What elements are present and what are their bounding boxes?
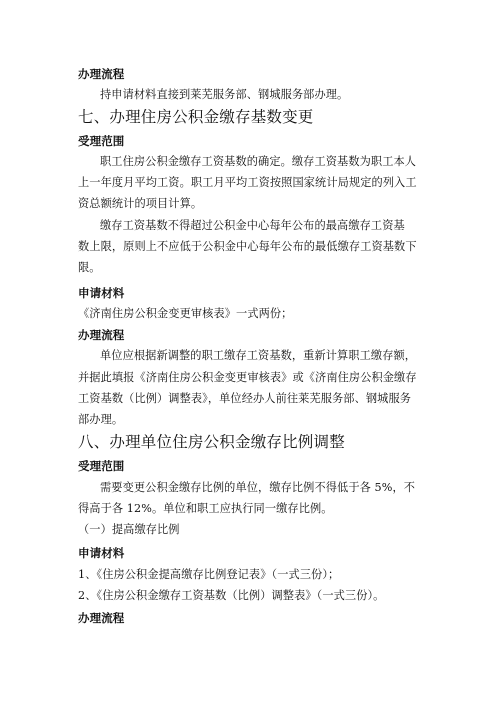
paragraph-line: 缴存工资基数不得超过公积金中心每年公布的最高缴存工资基 [100,219,405,232]
paragraph-line: 职工住房公积金缴存工资基数的确定。缴存工资基数为职工本人 [100,155,417,168]
section-label-process: 办理流程 [78,67,125,81]
paragraph-line: 资总额统计的项目计算。 [78,197,203,210]
section-label-scope: 受理范围 [78,134,125,148]
paragraph-line: 工资基数（比例）调整表》，单位经办人前往莱芜服务部、钢城服务 [78,392,412,405]
list-item: 1、《住房公积金提高缴存比例登记表》（一式三份）； [78,568,340,581]
section-label-materials: 申请材料 [78,286,125,300]
section-label-process: 办理流程 [78,328,125,342]
paragraph-line: 上一年度月平均工资。职工月平均工资按照国家统计局规定的列入工 [78,176,417,189]
section-heading-7: 七、办理住房公积金缴存基数变更 [78,108,314,126]
paragraph-line: 《济南住房公积金变更审核表》一式两份； [78,307,293,320]
paragraph-line: 单位应根据新调整的职工缴存工资基数，重新计算职工缴存额， [100,349,417,362]
list-item: 2、《住房公积金缴存工资基数（比例）调整表》（一式三份）。 [78,589,385,602]
paragraph-line: 持申请材料直接到莱芜服务部、钢城服务部办理。 [100,88,349,101]
section-label-process: 办理流程 [78,611,125,625]
section-heading-8: 八、办理单位住房公积金缴存比例调整 [78,433,345,451]
paragraph-line: 限。 [78,261,101,274]
paragraph-line: 需要变更公积金缴存比例的单位，缴存比例不得低于各 5%，不 [100,481,416,494]
paragraph-line: 部办理。 [78,413,124,426]
paragraph-line: 得高于各 12%。单位和职工应执行同一缴存比例。 [78,502,333,515]
paragraph-line: 数上限，原则上不应低于公积金中心每年公布的最低缴存工资基数下 [78,240,417,253]
subsection-heading: （一）提高缴存比例 [78,523,180,536]
section-label-materials: 申请材料 [78,546,125,560]
paragraph-line: 并据此填报《济南住房公积金变更审核表》或《济南住房公积金缴存 [78,371,417,384]
section-label-scope: 受理范围 [78,459,125,473]
